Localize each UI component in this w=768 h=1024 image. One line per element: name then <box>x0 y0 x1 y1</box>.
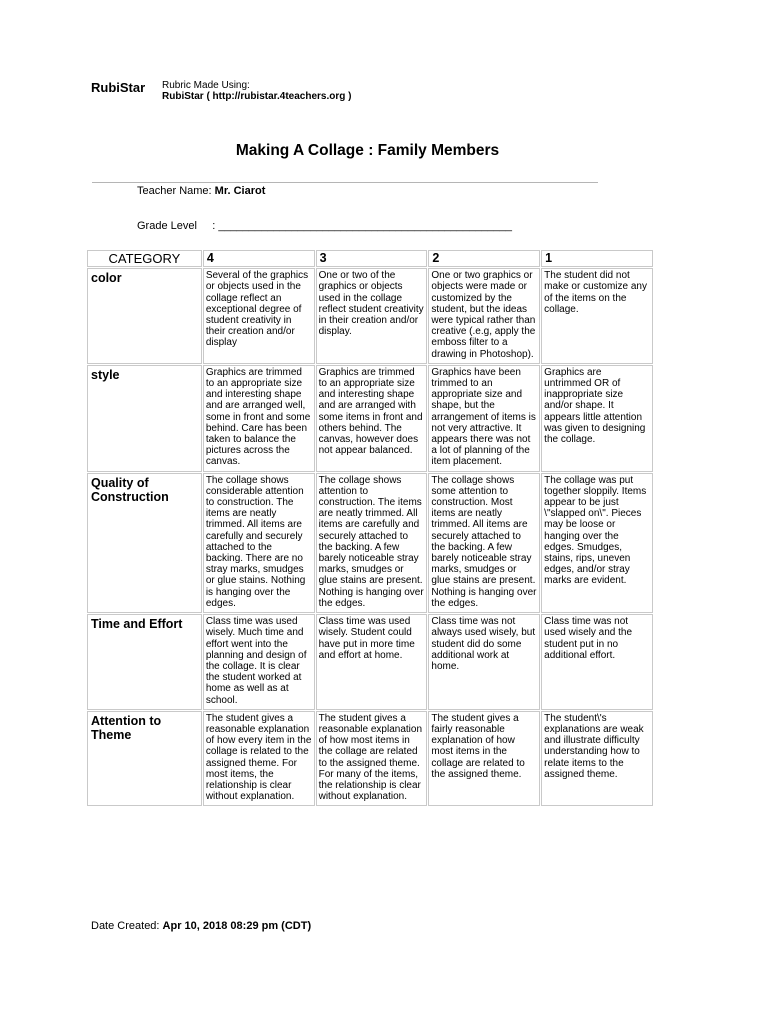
header-score-4: 4 <box>203 250 315 267</box>
rubric-cell: Several of the graphics or objects used in the collage reflect an exceptional degree of student creativity in their creation and/or display <box>203 268 315 364</box>
grade-label: Grade Level <box>137 220 197 232</box>
header-score-1: 1 <box>541 250 653 267</box>
rubric-cell: The collage was put together sloppily. Items appear to be just \"slapped on\". Pieces may be loose or hanging over the edges. Smudges, stains, rips, uneven edges, and/or stray marks are evident. <box>541 473 653 613</box>
table-row <box>87 268 653 364</box>
rubric-cell: The student gives a fairly reasonable explanation of how most items in the collage are related to the assigned theme. <box>428 711 540 807</box>
header-category: CATEGORY <box>87 250 202 267</box>
rubric-cell: Class time was not always used wisely, but student did do some additional work at home. <box>428 614 540 710</box>
divider <box>92 182 598 183</box>
rubric-cell: Class time was not used wisely and the student put in no additional effort. <box>541 614 653 710</box>
brand-name: RubiStar <box>91 80 146 95</box>
rubric-cell: Graphics are untrimmed OR of inappropriate size and/or shape. It appears little attention was given to designing the collage. <box>541 365 653 472</box>
category-cell: style <box>87 365 202 472</box>
made-using <box>162 80 351 102</box>
grade-blank: : ________________________________________________ <box>212 220 512 232</box>
rubric-cell: Graphics are trimmed to an appropriate size and interesting shape and are arranged well, some in front and some behind. Care has been taken to balance the pictures across the canvas. <box>203 365 315 472</box>
rubric-cell: Graphics are trimmed to an appropriate size and interesting shape and are arranged with some items in front and others behind. The canvas, however does not appear balanced. <box>316 365 428 472</box>
rubric-cell: Graphics have been trimmed to an appropriate size and shape, but the arrangement of items is not very attractive. It appears there was not a lot of planning of the item placement. <box>428 365 540 472</box>
date-created-value: Apr 10, 2018 08:29 pm (CDT) <box>162 920 312 932</box>
made-using-url: RubiStar ( http://rubistar.4teachers.org ) <box>162 91 352 102</box>
rubric-cell: The student gives a reasonable explanation of how every item in the collage is related to the assigned theme. For most items, the relationship is clear without explanation. <box>203 711 315 807</box>
category-cell: Attention to Theme <box>87 711 202 807</box>
grade-level <box>137 220 512 232</box>
rubric-table <box>86 249 654 807</box>
teacher-value: Mr. Ciarot <box>214 185 266 197</box>
rubric-cell: One or two of the graphics or objects used in the collage reflect student creativity in their creation and/or display. <box>316 268 428 364</box>
teacher-name <box>137 185 265 197</box>
rubric-cell: The collage shows considerable attention to construction. The items are neatly trimmed. All items are carefully and securely attached to the backing. There are no stray marks, smudges or glue stains. Nothing is hanging over the edges. <box>203 473 315 613</box>
page-title: Making A Collage : Family Members <box>235 142 500 159</box>
table-row <box>87 614 653 710</box>
rubric-cell: The collage shows attention to construction. The items are neatly trimmed. All items are carefully and securely attached to the backing. A few barely noticeable stray marks, smudges or glue stains are present. Nothing is hanging over the edges. <box>316 473 428 613</box>
rubric-cell: The student\'s explanations are weak and illustrate difficulty understanding how to relate items to the assigned theme. <box>541 711 653 807</box>
teacher-label: Teacher Name: <box>137 185 212 197</box>
date-created <box>91 920 311 932</box>
header-score-2: 2 <box>428 250 540 267</box>
table-header-row <box>87 250 653 267</box>
category-cell: color <box>87 268 202 364</box>
rubric-cell: The student did not make or customize any of the items on the collage. <box>541 268 653 364</box>
made-using-label: Rubric Made Using: <box>162 80 250 91</box>
rubric-cell: Class time was used wisely. Much time and effort went into the planning and design of the collage. It is clear the student worked at home as well as at school. <box>203 614 315 710</box>
table-row <box>87 473 653 613</box>
table-row <box>87 365 653 472</box>
date-created-label: Date Created: <box>91 920 160 932</box>
rubric-cell: The collage shows some attention to construction. Most items are neatly trimmed. All items are securely attached to the backing. A few barely noticeable stray marks, smudges or glue stains are present. Nothing is hanging over the edges. <box>428 473 540 613</box>
category-cell: Quality of Construction <box>87 473 202 613</box>
rubric-cell: One or two graphics or objects were made or customized by the student, but the ideas were typical rather than creative (.e.g, apply the emboss filter to a drawing in Photoshop). <box>428 268 540 364</box>
rubric-cell: Class time was used wisely. Student could have put in more time and effort at home. <box>316 614 428 710</box>
category-cell: Time and Effort <box>87 614 202 710</box>
header-score-3: 3 <box>316 250 428 267</box>
table-row <box>87 711 653 807</box>
rubric-cell: The student gives a reasonable explanation of how most items in the collage are related to the assigned theme. For many of the items, the relationship is clear without explanation. <box>316 711 428 807</box>
